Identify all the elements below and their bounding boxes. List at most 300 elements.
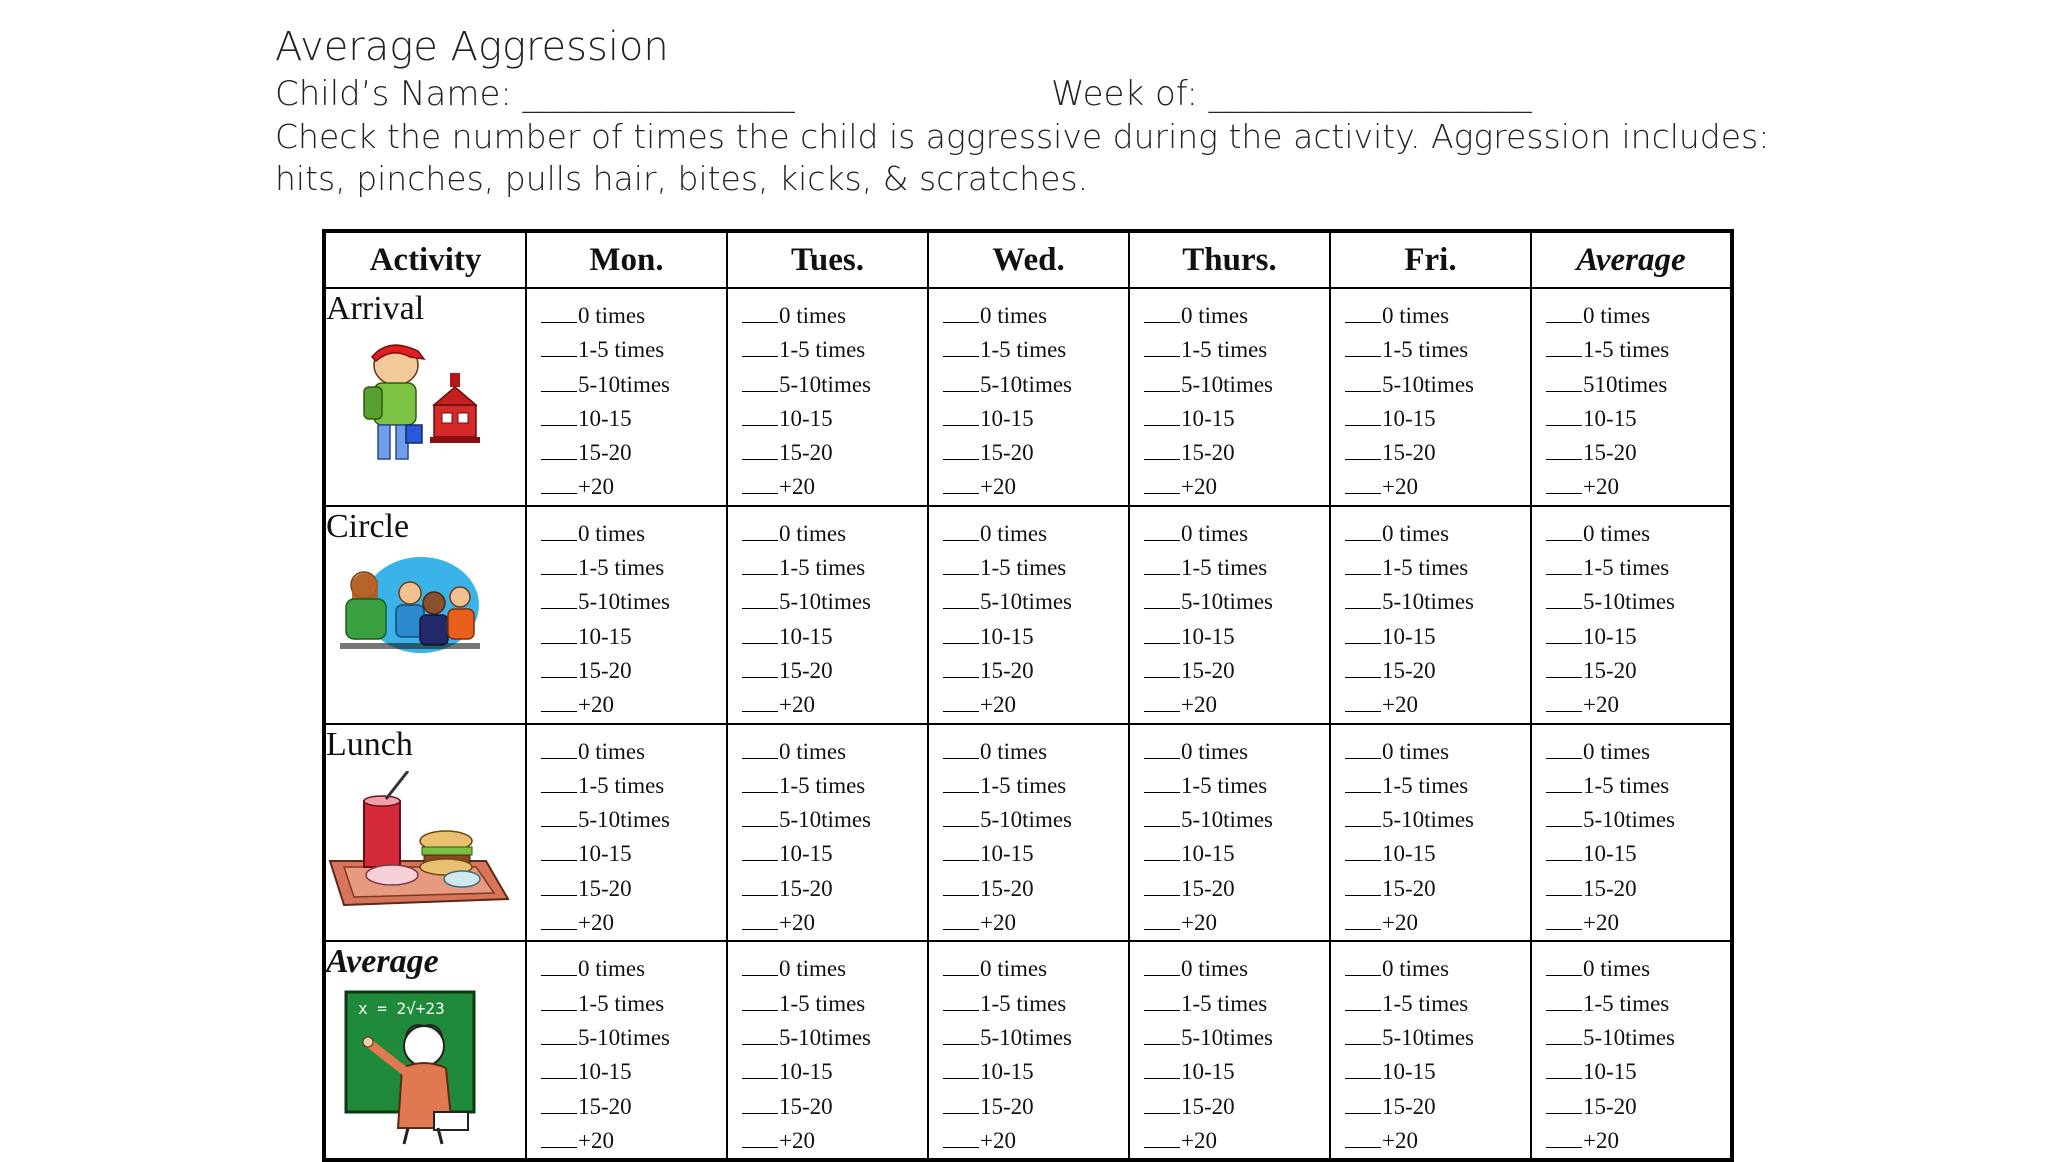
- checkbox-blank[interactable]: [742, 1024, 778, 1045]
- option-item[interactable]: [742, 735, 927, 769]
- option-item[interactable]: [943, 1021, 1128, 1055]
- option-item[interactable]: [541, 987, 726, 1021]
- checkbox-blank[interactable]: [541, 554, 577, 575]
- checkbox-blank[interactable]: [943, 691, 979, 712]
- checkbox-blank[interactable]: [541, 840, 577, 861]
- checkbox-blank[interactable]: [1144, 405, 1180, 426]
- option-item[interactable]: [943, 517, 1128, 551]
- option-item[interactable]: [1345, 654, 1530, 688]
- checkbox-blank[interactable]: [742, 806, 778, 827]
- checkbox-blank[interactable]: [1144, 1058, 1180, 1079]
- checkbox-blank[interactable]: [742, 439, 778, 460]
- checkbox-blank[interactable]: [943, 473, 979, 494]
- cell-mon: [526, 506, 727, 724]
- checkbox-blank[interactable]: [1345, 336, 1381, 357]
- checkbox-blank[interactable]: [1144, 840, 1180, 861]
- checkbox-blank[interactable]: [1345, 955, 1381, 976]
- checkbox-blank[interactable]: [1345, 738, 1381, 759]
- checkbox-blank[interactable]: [541, 473, 577, 494]
- checkbox-blank[interactable]: [1546, 623, 1582, 644]
- option-item[interactable]: [1345, 1021, 1530, 1055]
- checkbox-blank[interactable]: [1546, 875, 1582, 896]
- checkbox-blank[interactable]: [943, 1058, 979, 1079]
- option-item[interactable]: [1546, 769, 1730, 803]
- option-item[interactable]: [1546, 688, 1730, 722]
- option-item[interactable]: [1144, 470, 1329, 504]
- checkbox-blank[interactable]: [1144, 738, 1180, 759]
- option-item[interactable]: [1345, 803, 1530, 837]
- checkbox-blank[interactable]: [541, 1093, 577, 1114]
- checkbox-blank[interactable]: [1144, 990, 1180, 1011]
- option-item[interactable]: [1144, 1055, 1329, 1089]
- option-item[interactable]: [541, 837, 726, 871]
- option-item[interactable]: [943, 952, 1128, 986]
- option-item[interactable]: [1546, 436, 1730, 470]
- checkbox-blank[interactable]: [943, 405, 979, 426]
- option-item[interactable]: [742, 1090, 927, 1124]
- option-item[interactable]: [1144, 333, 1329, 367]
- checkbox-blank[interactable]: [541, 588, 577, 609]
- option-item[interactable]: [1546, 987, 1730, 1021]
- option-item[interactable]: [1345, 333, 1530, 367]
- checkbox-blank[interactable]: [742, 336, 778, 357]
- checkbox-blank[interactable]: [541, 439, 577, 460]
- checkbox-blank[interactable]: [1546, 657, 1582, 678]
- option-item[interactable]: [1546, 906, 1730, 940]
- checkbox-blank[interactable]: [1546, 371, 1582, 392]
- option-label: 0 times: [1382, 303, 1450, 328]
- checkbox-blank[interactable]: [742, 520, 778, 541]
- option-item[interactable]: [541, 952, 726, 986]
- option-item[interactable]: [1144, 654, 1329, 688]
- checkbox-blank[interactable]: [1546, 405, 1582, 426]
- option-item[interactable]: [1345, 620, 1530, 654]
- checkbox-blank[interactable]: [1546, 1058, 1582, 1079]
- checkbox-blank[interactable]: [1345, 473, 1381, 494]
- option-item[interactable]: [541, 402, 726, 436]
- option-item[interactable]: [742, 333, 927, 367]
- option-item[interactable]: [742, 1021, 927, 1055]
- checkbox-blank[interactable]: [1546, 1093, 1582, 1114]
- checkbox-blank[interactable]: [1345, 691, 1381, 712]
- option-item[interactable]: [1345, 906, 1530, 940]
- checkbox-blank[interactable]: [1144, 371, 1180, 392]
- option-item[interactable]: [1144, 837, 1329, 871]
- checkbox-blank[interactable]: [1546, 588, 1582, 609]
- option-item[interactable]: [1345, 735, 1530, 769]
- checkbox-blank[interactable]: [1144, 302, 1180, 323]
- option-label: 5-10times: [578, 371, 670, 397]
- option-item[interactable]: [1345, 1124, 1530, 1158]
- checkbox-blank[interactable]: [742, 405, 778, 426]
- option-item[interactable]: [541, 688, 726, 722]
- checkbox-blank[interactable]: [742, 1093, 778, 1114]
- option-list: [1532, 725, 1730, 941]
- checkbox-blank[interactable]: [1144, 623, 1180, 644]
- checkbox-blank[interactable]: [943, 772, 979, 793]
- checkbox-blank[interactable]: [1546, 772, 1582, 793]
- option-item[interactable]: [943, 470, 1128, 504]
- checkbox-blank[interactable]: [943, 302, 979, 323]
- option-item[interactable]: [1345, 987, 1530, 1021]
- checkbox-blank[interactable]: [742, 909, 778, 930]
- option-item[interactable]: [1345, 1055, 1530, 1089]
- option-item[interactable]: [541, 654, 726, 688]
- checkbox-blank[interactable]: [541, 302, 577, 323]
- option-item[interactable]: [943, 333, 1128, 367]
- option-item[interactable]: [742, 436, 927, 470]
- cell-wed: [928, 506, 1129, 724]
- checkbox-blank[interactable]: [742, 738, 778, 759]
- option-item[interactable]: [943, 735, 1128, 769]
- option-item[interactable]: [742, 620, 927, 654]
- checkbox-blank[interactable]: [742, 554, 778, 575]
- option-item[interactable]: [943, 1124, 1128, 1158]
- checkbox-blank[interactable]: [1345, 657, 1381, 678]
- checkbox-blank[interactable]: [1345, 840, 1381, 861]
- option-item[interactable]: [742, 517, 927, 551]
- checkbox-blank[interactable]: [742, 623, 778, 644]
- checkbox-blank[interactable]: [943, 909, 979, 930]
- checkbox-blank[interactable]: [1144, 875, 1180, 896]
- checkbox-blank[interactable]: [1546, 691, 1582, 712]
- option-item[interactable]: [1144, 1090, 1329, 1124]
- option-item[interactable]: [943, 688, 1128, 722]
- checkbox-blank[interactable]: [1144, 1127, 1180, 1148]
- option-item[interactable]: [1144, 1124, 1329, 1158]
- checkbox-blank[interactable]: [943, 990, 979, 1011]
- checkbox-blank[interactable]: [1144, 520, 1180, 541]
- option-item[interactable]: [1546, 1055, 1730, 1089]
- checkbox-blank[interactable]: [742, 955, 778, 976]
- option-item[interactable]: [1546, 952, 1730, 986]
- option-item[interactable]: [1546, 402, 1730, 436]
- checkbox-blank[interactable]: [1546, 806, 1582, 827]
- option-item[interactable]: [742, 585, 927, 619]
- option-item[interactable]: [1144, 402, 1329, 436]
- option-item[interactable]: [1345, 470, 1530, 504]
- checkbox-blank[interactable]: [943, 1127, 979, 1148]
- option-item[interactable]: [541, 436, 726, 470]
- checkbox-blank[interactable]: [1345, 1058, 1381, 1079]
- option-item[interactable]: [541, 620, 726, 654]
- option-item[interactable]: [541, 1124, 726, 1158]
- option-label: +20: [980, 1127, 1016, 1153]
- checkbox-blank[interactable]: [943, 738, 979, 759]
- checkbox-blank[interactable]: [1546, 909, 1582, 930]
- option-item[interactable]: [1546, 299, 1730, 333]
- checkbox-blank[interactable]: [1144, 1024, 1180, 1045]
- checkbox-blank[interactable]: [1546, 336, 1582, 357]
- option-item[interactable]: [541, 551, 726, 585]
- checkbox-blank[interactable]: [1546, 955, 1582, 976]
- checkbox-blank[interactable]: [541, 772, 577, 793]
- option-item[interactable]: [943, 368, 1128, 402]
- checkbox-blank[interactable]: [541, 1058, 577, 1079]
- checkbox-blank[interactable]: [541, 657, 577, 678]
- option-item[interactable]: [1144, 585, 1329, 619]
- option-item[interactable]: [541, 872, 726, 906]
- option-item[interactable]: [1345, 1090, 1530, 1124]
- checkbox-blank[interactable]: [742, 990, 778, 1011]
- option-item[interactable]: [541, 299, 726, 333]
- option-item[interactable]: [1546, 517, 1730, 551]
- checkbox-blank[interactable]: [943, 875, 979, 896]
- option-item[interactable]: [541, 517, 726, 551]
- option-item[interactable]: [1546, 1090, 1730, 1124]
- checkbox-blank[interactable]: [1345, 371, 1381, 392]
- checkbox-blank[interactable]: [742, 473, 778, 494]
- checkbox-blank[interactable]: [742, 875, 778, 896]
- checkbox-blank[interactable]: [1144, 691, 1180, 712]
- checkbox-blank[interactable]: [1144, 806, 1180, 827]
- checkbox-blank[interactable]: [742, 1058, 778, 1079]
- option-item[interactable]: [541, 585, 726, 619]
- checkbox-blank[interactable]: [1345, 875, 1381, 896]
- checkbox-blank[interactable]: [742, 588, 778, 609]
- option-item[interactable]: [1144, 952, 1329, 986]
- option-item[interactable]: [943, 551, 1128, 585]
- option-item[interactable]: [742, 1124, 927, 1158]
- checkbox-blank[interactable]: [541, 405, 577, 426]
- checkbox-blank[interactable]: [1546, 738, 1582, 759]
- checkbox-blank[interactable]: [541, 738, 577, 759]
- checkbox-blank[interactable]: [1345, 302, 1381, 323]
- checkbox-blank[interactable]: [1546, 473, 1582, 494]
- option-item[interactable]: [1546, 735, 1730, 769]
- checkbox-blank[interactable]: [1144, 657, 1180, 678]
- option-item[interactable]: [943, 436, 1128, 470]
- checkbox-blank[interactable]: [742, 772, 778, 793]
- checkbox-blank[interactable]: [541, 1127, 577, 1148]
- option-item[interactable]: [943, 585, 1128, 619]
- option-item[interactable]: [742, 987, 927, 1021]
- checkbox-blank[interactable]: [541, 520, 577, 541]
- option-item[interactable]: [1546, 654, 1730, 688]
- option-item[interactable]: [1546, 837, 1730, 871]
- option-item[interactable]: [742, 872, 927, 906]
- option-item[interactable]: [1144, 620, 1329, 654]
- option-item[interactable]: [1345, 402, 1530, 436]
- checkbox-blank[interactable]: [742, 1127, 778, 1148]
- checkbox-blank[interactable]: [943, 1093, 979, 1114]
- option-item[interactable]: [541, 333, 726, 367]
- option-item[interactable]: [541, 470, 726, 504]
- checkbox-blank[interactable]: [541, 990, 577, 1011]
- checkbox-blank[interactable]: [1345, 554, 1381, 575]
- option-item[interactable]: [541, 769, 726, 803]
- checkbox-blank[interactable]: [943, 439, 979, 460]
- option-item[interactable]: [541, 735, 726, 769]
- checkbox-blank[interactable]: [541, 806, 577, 827]
- option-item[interactable]: [1345, 872, 1530, 906]
- option-item[interactable]: [943, 987, 1128, 1021]
- option-item[interactable]: [742, 769, 927, 803]
- option-item[interactable]: [742, 688, 927, 722]
- option-item[interactable]: [1144, 872, 1329, 906]
- option-item[interactable]: [742, 803, 927, 837]
- checkbox-blank[interactable]: [1546, 990, 1582, 1011]
- checkbox-blank[interactable]: [541, 336, 577, 357]
- option-item[interactable]: [742, 1055, 927, 1089]
- option-item[interactable]: [943, 402, 1128, 436]
- checkbox-blank[interactable]: [1144, 588, 1180, 609]
- child-name-field[interactable]: Child’s Name: ________________: [275, 74, 795, 114]
- option-item[interactable]: [541, 1090, 726, 1124]
- option-list: [1130, 725, 1329, 941]
- checkbox-blank[interactable]: [1345, 1093, 1381, 1114]
- option-item[interactable]: [1345, 368, 1530, 402]
- option-item[interactable]: [1345, 299, 1530, 333]
- option-item[interactable]: [1144, 436, 1329, 470]
- option-item[interactable]: [943, 1090, 1128, 1124]
- option-item[interactable]: [1144, 299, 1329, 333]
- checkbox-blank[interactable]: [1546, 840, 1582, 861]
- option-item[interactable]: [1345, 551, 1530, 585]
- option-item[interactable]: [1144, 769, 1329, 803]
- option-item[interactable]: [1345, 837, 1530, 871]
- option-item[interactable]: [742, 551, 927, 585]
- option-item[interactable]: [1546, 470, 1730, 504]
- checkbox-blank[interactable]: [541, 909, 577, 930]
- option-item[interactable]: [943, 654, 1128, 688]
- option-item[interactable]: [1144, 906, 1329, 940]
- option-item[interactable]: [1546, 803, 1730, 837]
- option-label: +20: [1181, 910, 1217, 936]
- checkbox-blank[interactable]: [1546, 1127, 1582, 1148]
- option-item[interactable]: [541, 1055, 726, 1089]
- checkbox-blank[interactable]: [1144, 473, 1180, 494]
- checkbox-blank[interactable]: [541, 1024, 577, 1045]
- checkbox-blank[interactable]: [1144, 955, 1180, 976]
- checkbox-blank[interactable]: [1345, 439, 1381, 460]
- option-item[interactable]: [742, 368, 927, 402]
- checkbox-blank[interactable]: [1144, 554, 1180, 575]
- option-item[interactable]: [1546, 620, 1730, 654]
- option-item[interactable]: [1144, 368, 1329, 402]
- checkbox-blank[interactable]: [943, 520, 979, 541]
- checkbox-blank[interactable]: [1345, 806, 1381, 827]
- option-item[interactable]: [943, 872, 1128, 906]
- checkbox-blank[interactable]: [1345, 990, 1381, 1011]
- option-item[interactable]: [541, 906, 726, 940]
- checkbox-blank[interactable]: [742, 302, 778, 323]
- option-item[interactable]: [1144, 688, 1329, 722]
- checkbox-blank[interactable]: [1345, 623, 1381, 644]
- option-item[interactable]: [742, 470, 927, 504]
- option-item[interactable]: [1546, 1021, 1730, 1055]
- option-item[interactable]: [1144, 735, 1329, 769]
- option-item[interactable]: [742, 299, 927, 333]
- option-item[interactable]: [742, 952, 927, 986]
- option-item[interactable]: [1546, 585, 1730, 619]
- option-item[interactable]: [742, 654, 927, 688]
- option-item[interactable]: [1144, 551, 1329, 585]
- cell-mon: [526, 724, 727, 942]
- checkbox-blank[interactable]: [1144, 439, 1180, 460]
- checkbox-blank[interactable]: [1144, 909, 1180, 930]
- checkbox-blank[interactable]: [742, 840, 778, 861]
- checkbox-blank[interactable]: [943, 623, 979, 644]
- option-item[interactable]: [1345, 585, 1530, 619]
- option-item[interactable]: [943, 620, 1128, 654]
- option-item[interactable]: [943, 769, 1128, 803]
- checkbox-blank[interactable]: [1144, 772, 1180, 793]
- option-item[interactable]: [1144, 1021, 1329, 1055]
- option-item[interactable]: [1144, 517, 1329, 551]
- option-item[interactable]: [541, 803, 726, 837]
- checkbox-blank[interactable]: [1144, 336, 1180, 357]
- checkbox-blank[interactable]: [541, 371, 577, 392]
- checkbox-blank[interactable]: [1546, 439, 1582, 460]
- checkbox-blank[interactable]: [943, 336, 979, 357]
- checkbox-blank[interactable]: [943, 1024, 979, 1045]
- checkbox-blank[interactable]: [1345, 772, 1381, 793]
- option-item[interactable]: [1345, 952, 1530, 986]
- checkbox-blank[interactable]: [1345, 588, 1381, 609]
- checkbox-blank[interactable]: [943, 371, 979, 392]
- option-item[interactable]: [1546, 872, 1730, 906]
- checkbox-blank[interactable]: [943, 554, 979, 575]
- checkbox-blank[interactable]: [742, 691, 778, 712]
- checkbox-blank[interactable]: [1345, 520, 1381, 541]
- option-item[interactable]: [1345, 436, 1530, 470]
- checkbox-blank[interactable]: [742, 371, 778, 392]
- checkbox-blank[interactable]: [1345, 1127, 1381, 1148]
- option-item[interactable]: [742, 837, 927, 871]
- checkbox-blank[interactable]: [1144, 1093, 1180, 1114]
- checkbox-blank[interactable]: [1345, 405, 1381, 426]
- checkbox-blank[interactable]: [943, 588, 979, 609]
- option-item[interactable]: [1144, 987, 1329, 1021]
- checkbox-blank[interactable]: [1546, 520, 1582, 541]
- checkbox-blank[interactable]: [943, 840, 979, 861]
- option-item[interactable]: [1345, 517, 1530, 551]
- option-item[interactable]: [943, 906, 1128, 940]
- checkbox-blank[interactable]: [541, 691, 577, 712]
- option-item[interactable]: [943, 1055, 1128, 1089]
- checkbox-blank[interactable]: [943, 955, 979, 976]
- checkbox-blank[interactable]: [943, 806, 979, 827]
- option-item[interactable]: [541, 368, 726, 402]
- week-of-field[interactable]: Week of: ___________________: [1051, 74, 1532, 114]
- checkbox-blank[interactable]: [1345, 909, 1381, 930]
- checkbox-blank[interactable]: [1546, 1024, 1582, 1045]
- checkbox-blank[interactable]: [541, 875, 577, 896]
- checkbox-blank[interactable]: [1546, 554, 1582, 575]
- option-label: 1-5 times: [578, 337, 665, 363]
- checkbox-blank[interactable]: [943, 657, 979, 678]
- option-item[interactable]: [1546, 1124, 1730, 1158]
- checkbox-blank[interactable]: [1345, 1024, 1381, 1045]
- option-item[interactable]: [1144, 803, 1329, 837]
- option-item[interactable]: [943, 299, 1128, 333]
- checkbox-blank[interactable]: [1546, 302, 1582, 323]
- checkbox-blank[interactable]: [541, 623, 577, 644]
- option-item[interactable]: [742, 906, 927, 940]
- option-item[interactable]: [1546, 333, 1730, 367]
- option-item[interactable]: [742, 402, 927, 436]
- checkbox-blank[interactable]: [541, 955, 577, 976]
- option-item[interactable]: [943, 837, 1128, 871]
- option-item[interactable]: [541, 1021, 726, 1055]
- option-item[interactable]: [1345, 688, 1530, 722]
- checkbox-blank[interactable]: [742, 657, 778, 678]
- option-item[interactable]: [1546, 368, 1730, 402]
- option-item[interactable]: [1345, 769, 1530, 803]
- option-item[interactable]: [1546, 551, 1730, 585]
- option-item[interactable]: [943, 803, 1128, 837]
